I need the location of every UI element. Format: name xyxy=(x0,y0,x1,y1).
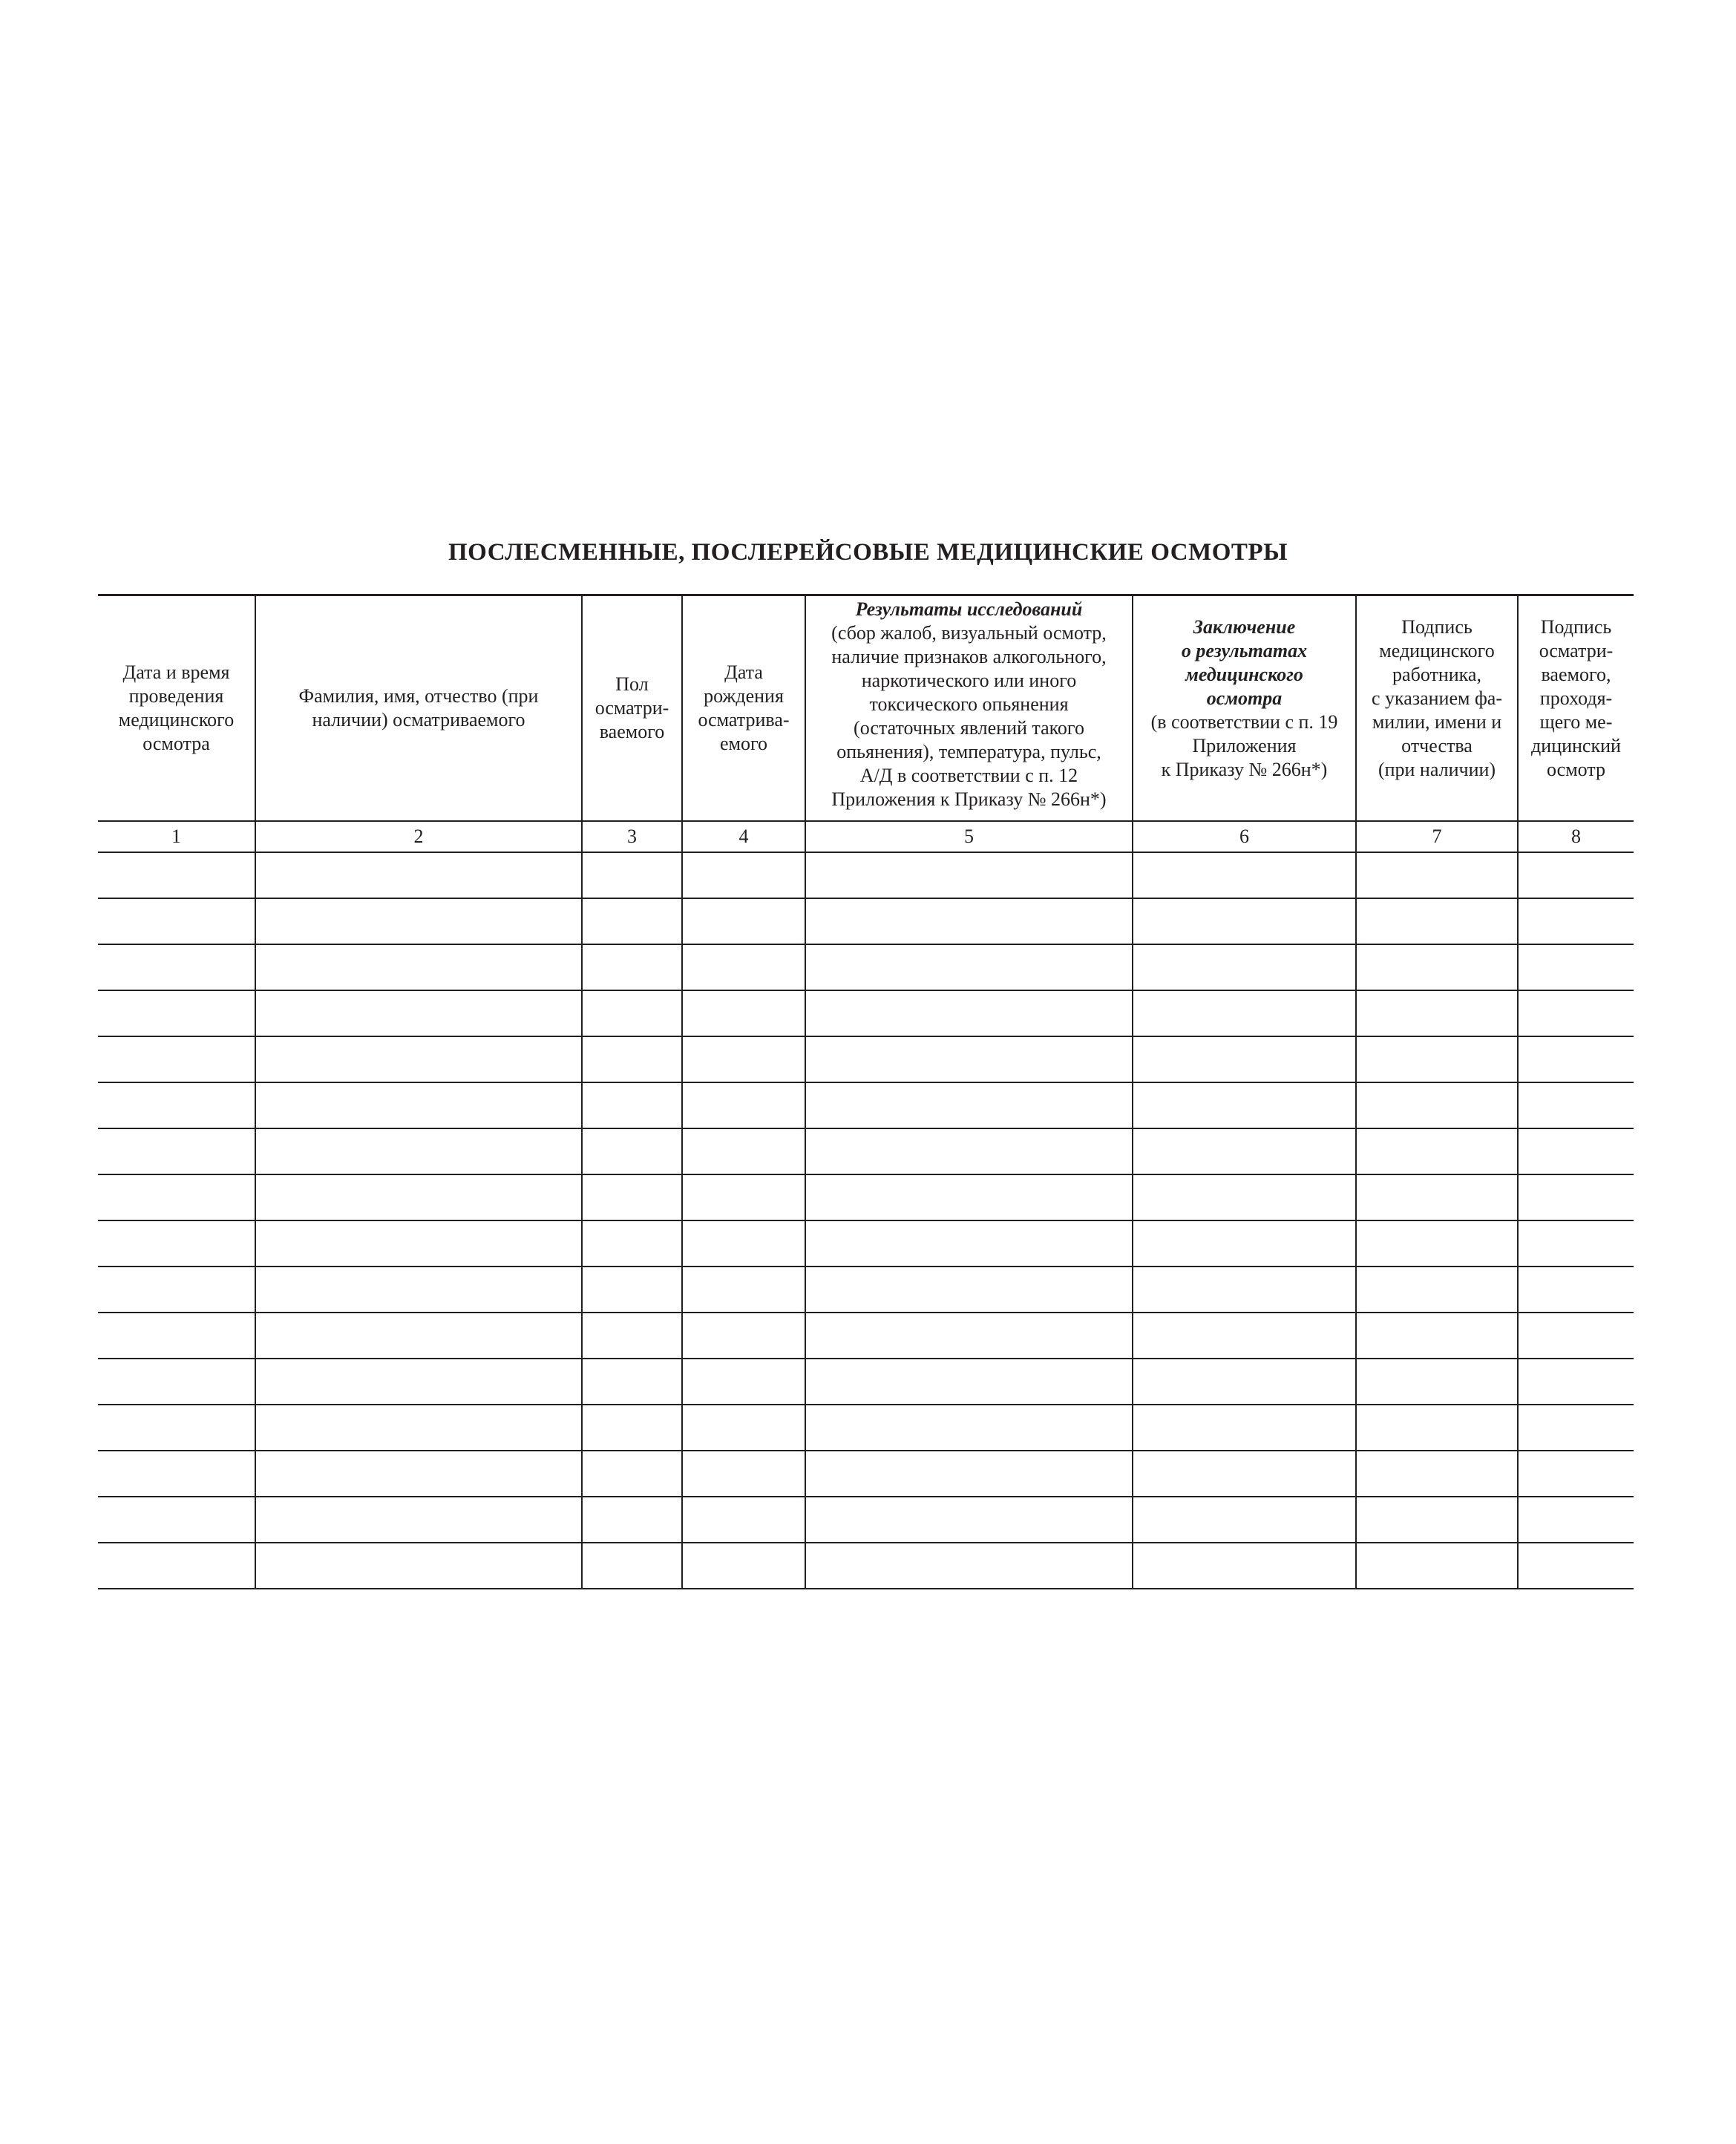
header-line: дицинский xyxy=(1531,735,1621,756)
table-row xyxy=(98,990,1634,1036)
header-line: (при наличии) xyxy=(1378,759,1496,780)
entry-cell[interactable] xyxy=(98,1128,255,1174)
table-row xyxy=(98,1267,1634,1313)
header-line: токсического опьянения xyxy=(869,693,1069,715)
column-number-row xyxy=(98,821,1634,852)
entry-cell[interactable] xyxy=(98,990,255,1036)
col-header-research-results xyxy=(805,595,1133,822)
entry-cell[interactable] xyxy=(98,852,255,898)
entry-cell[interactable] xyxy=(255,1359,582,1405)
column-number: 3 xyxy=(582,821,682,852)
journal-body xyxy=(98,852,1634,1589)
entry-cell[interactable] xyxy=(682,1220,805,1267)
header-line: (в соответствии с п. 19 xyxy=(1150,711,1338,733)
table-row xyxy=(98,1082,1634,1128)
header-bold-line: медицинского xyxy=(1185,664,1303,685)
entry-cell[interactable] xyxy=(582,1174,682,1220)
header-line: (остаточных явлений такого xyxy=(854,717,1084,739)
entry-cell[interactable] xyxy=(255,1220,582,1267)
entry-cell[interactable] xyxy=(582,1313,682,1359)
header-line: ваемого xyxy=(599,721,665,742)
entry-cell[interactable] xyxy=(1356,1313,1518,1359)
header-line: (сбор жалоб, визуальный осмотр, xyxy=(831,622,1107,644)
entry-cell[interactable] xyxy=(98,1497,255,1543)
entry-cell[interactable] xyxy=(1356,1405,1518,1451)
entry-cell[interactable] xyxy=(98,944,255,990)
header-line: осмотра xyxy=(143,733,210,754)
entry-cell[interactable] xyxy=(1518,852,1634,898)
entry-cell[interactable] xyxy=(1356,1128,1518,1174)
entry-cell[interactable] xyxy=(255,1082,582,1128)
entry-cell[interactable] xyxy=(1518,1174,1634,1220)
entry-cell[interactable] xyxy=(682,1267,805,1313)
examination-journal-table xyxy=(98,594,1634,1589)
column-number: 4 xyxy=(682,821,805,852)
entry-cell[interactable] xyxy=(805,1313,1133,1359)
entry-cell[interactable] xyxy=(1133,1359,1356,1405)
entry-cell[interactable] xyxy=(805,1267,1133,1313)
header-bold-line: Заключение xyxy=(1193,616,1296,638)
entry-cell[interactable] xyxy=(255,898,582,944)
entry-cell[interactable] xyxy=(1518,1128,1634,1174)
header-line: Подпись xyxy=(1401,616,1473,638)
entry-cell[interactable] xyxy=(1518,990,1634,1036)
entry-cell[interactable] xyxy=(1133,1451,1356,1497)
entry-cell[interactable] xyxy=(255,1543,582,1589)
entry-cell[interactable] xyxy=(805,1497,1133,1543)
col-header-exam-datetime xyxy=(98,595,255,822)
entry-cell[interactable] xyxy=(682,1313,805,1359)
entry-cell[interactable] xyxy=(1356,1451,1518,1497)
column-number: 7 xyxy=(1356,821,1518,852)
entry-cell[interactable] xyxy=(98,1174,255,1220)
entry-cell[interactable] xyxy=(1356,1359,1518,1405)
header-row xyxy=(98,595,1634,822)
header-line: медицинского xyxy=(1379,640,1495,661)
col-header-examinee-signature xyxy=(1518,595,1634,822)
header-line: рождения xyxy=(704,685,784,707)
entry-cell[interactable] xyxy=(1356,1543,1518,1589)
header-line: наличии) осматриваемого xyxy=(312,709,525,731)
entry-cell[interactable] xyxy=(1518,1313,1634,1359)
header-line: осматри- xyxy=(1539,640,1614,661)
header-line: емого xyxy=(719,733,767,754)
entry-cell[interactable] xyxy=(582,1405,682,1451)
entry-cell[interactable] xyxy=(805,990,1133,1036)
header-line: проходя- xyxy=(1539,687,1613,709)
header-bold-line: Результаты исследований xyxy=(855,598,1083,620)
entry-cell[interactable] xyxy=(98,1405,255,1451)
entry-cell[interactable] xyxy=(805,1220,1133,1267)
entry-cell[interactable] xyxy=(98,898,255,944)
entry-cell[interactable] xyxy=(1133,1405,1356,1451)
entry-cell[interactable] xyxy=(682,1451,805,1497)
table-row xyxy=(98,1543,1634,1589)
entry-cell[interactable] xyxy=(1133,944,1356,990)
entry-cell[interactable] xyxy=(582,1220,682,1267)
entry-cell[interactable] xyxy=(582,1497,682,1543)
header-line: медицинского xyxy=(118,709,235,731)
entry-cell[interactable] xyxy=(255,1497,582,1543)
entry-cell[interactable] xyxy=(255,1267,582,1313)
entry-cell[interactable] xyxy=(1133,1267,1356,1313)
header-line: Подпись xyxy=(1540,616,1612,638)
entry-cell[interactable] xyxy=(582,898,682,944)
entry-cell[interactable] xyxy=(682,1497,805,1543)
entry-cell[interactable] xyxy=(682,1543,805,1589)
column-number: 2 xyxy=(255,821,582,852)
entry-cell[interactable] xyxy=(1133,852,1356,898)
col-header-medic-signature xyxy=(1356,595,1518,822)
col-header-conclusion xyxy=(1133,595,1356,822)
header-bold-line: осмотра xyxy=(1206,687,1283,709)
entry-cell[interactable] xyxy=(582,1036,682,1082)
entry-cell[interactable] xyxy=(1133,898,1356,944)
entry-cell[interactable] xyxy=(1518,1267,1634,1313)
entry-cell[interactable] xyxy=(805,1405,1133,1451)
table-row xyxy=(98,1174,1634,1220)
header-line: работника, xyxy=(1392,664,1481,685)
entry-cell[interactable] xyxy=(1518,1543,1634,1589)
entry-cell[interactable] xyxy=(1356,1220,1518,1267)
header-line: к Приказу № 266н*) xyxy=(1161,759,1328,780)
entry-cell[interactable] xyxy=(255,1174,582,1220)
entry-cell[interactable] xyxy=(98,1267,255,1313)
entry-cell[interactable] xyxy=(1356,944,1518,990)
entry-cell[interactable] xyxy=(1133,1313,1356,1359)
table-row xyxy=(98,1451,1634,1497)
column-number: 1 xyxy=(98,821,255,852)
entry-cell[interactable] xyxy=(1356,1174,1518,1220)
entry-cell[interactable] xyxy=(1133,1128,1356,1174)
column-number: 8 xyxy=(1518,821,1634,852)
column-number: 6 xyxy=(1133,821,1356,852)
entry-cell[interactable] xyxy=(805,1128,1133,1174)
entry-cell[interactable] xyxy=(255,944,582,990)
entry-cell[interactable] xyxy=(98,1451,255,1497)
entry-cell[interactable] xyxy=(1518,1036,1634,1082)
entry-cell[interactable] xyxy=(1356,1082,1518,1128)
entry-cell[interactable] xyxy=(98,1220,255,1267)
header-line: наркотического или иного xyxy=(861,670,1077,691)
entry-cell[interactable] xyxy=(1133,1036,1356,1082)
entry-cell[interactable] xyxy=(1133,990,1356,1036)
entry-cell[interactable] xyxy=(1133,1497,1356,1543)
entry-cell[interactable] xyxy=(582,1451,682,1497)
header-line: осматри- xyxy=(595,697,669,719)
entry-cell[interactable] xyxy=(1518,898,1634,944)
entry-cell[interactable] xyxy=(255,1451,582,1497)
entry-cell[interactable] xyxy=(1133,1174,1356,1220)
entry-cell[interactable] xyxy=(1518,1220,1634,1267)
entry-cell[interactable] xyxy=(98,1313,255,1359)
entry-cell[interactable] xyxy=(1356,1497,1518,1543)
header-line: ваемого, xyxy=(1541,664,1611,685)
entry-cell[interactable] xyxy=(682,990,805,1036)
entry-cell[interactable] xyxy=(682,1082,805,1128)
header-line: опьянения), температура, пульс, xyxy=(836,741,1101,762)
entry-cell[interactable] xyxy=(682,1036,805,1082)
header-line: милии, имени и xyxy=(1372,711,1502,733)
entry-cell[interactable] xyxy=(682,944,805,990)
entry-cell[interactable] xyxy=(1133,1082,1356,1128)
table-row xyxy=(98,852,1634,898)
entry-cell[interactable] xyxy=(255,1128,582,1174)
header-line: осматрива- xyxy=(698,709,790,731)
entry-cell[interactable] xyxy=(805,1359,1133,1405)
entry-cell[interactable] xyxy=(255,852,582,898)
entry-cell[interactable] xyxy=(255,1313,582,1359)
entry-cell[interactable] xyxy=(1518,1405,1634,1451)
header-line: Дата и время xyxy=(122,661,230,683)
entry-cell[interactable] xyxy=(805,898,1133,944)
entry-cell[interactable] xyxy=(1133,1543,1356,1589)
entry-cell[interactable] xyxy=(1356,1267,1518,1313)
entry-cell[interactable] xyxy=(98,1036,255,1082)
header-line: осмотр xyxy=(1547,759,1605,780)
entry-cell[interactable] xyxy=(582,944,682,990)
entry-cell[interactable] xyxy=(1518,944,1634,990)
header-line: проведения xyxy=(128,685,224,707)
table-row xyxy=(98,1036,1634,1082)
table-row xyxy=(98,1405,1634,1451)
entry-cell[interactable] xyxy=(805,852,1133,898)
header-line: щего ме- xyxy=(1539,711,1613,733)
entry-cell[interactable] xyxy=(255,990,582,1036)
entry-cell[interactable] xyxy=(805,1036,1133,1082)
header-line: Пол xyxy=(615,673,649,695)
col-header-full-name xyxy=(255,595,582,822)
entry-cell[interactable] xyxy=(682,852,805,898)
entry-cell[interactable] xyxy=(98,1543,255,1589)
table-row xyxy=(98,1359,1634,1405)
entry-cell[interactable] xyxy=(255,1036,582,1082)
entry-cell[interactable] xyxy=(805,1174,1133,1220)
form-title: ПОСЛЕСМЕННЫЕ, ПОСЛЕРЕЙСОВЫЕ МЕДИЦИНСКИЕ ОСМОТРЫ xyxy=(448,539,1288,566)
entry-cell[interactable] xyxy=(1356,852,1518,898)
column-number: 5 xyxy=(805,821,1133,852)
entry-cell[interactable] xyxy=(582,1082,682,1128)
entry-cell[interactable] xyxy=(1356,990,1518,1036)
table-row xyxy=(98,898,1634,944)
entry-cell[interactable] xyxy=(1518,1359,1634,1405)
table-row xyxy=(98,944,1634,990)
table-row xyxy=(98,1497,1634,1543)
entry-cell[interactable] xyxy=(1356,1036,1518,1082)
entry-cell[interactable] xyxy=(582,990,682,1036)
col-header-sex xyxy=(582,595,682,822)
entry-cell[interactable] xyxy=(805,1543,1133,1589)
entry-cell[interactable] xyxy=(805,944,1133,990)
header-line: Фамилия, имя, отчество (при xyxy=(298,685,539,707)
header-line: Приложения xyxy=(1192,735,1297,756)
header-line: Дата xyxy=(724,661,763,683)
entry-cell[interactable] xyxy=(1518,1082,1634,1128)
header-line: Приложения к Приказу № 266н*) xyxy=(831,788,1107,810)
entry-cell[interactable] xyxy=(1518,1497,1634,1543)
header-line: отчества xyxy=(1401,735,1473,756)
entry-cell[interactable] xyxy=(682,1405,805,1451)
table-row xyxy=(98,1128,1634,1174)
entry-cell[interactable] xyxy=(805,1451,1133,1497)
entry-cell[interactable] xyxy=(582,1267,682,1313)
entry-cell[interactable] xyxy=(582,1543,682,1589)
header-line: с указанием фа- xyxy=(1372,687,1502,709)
entry-cell[interactable] xyxy=(805,1082,1133,1128)
entry-cell[interactable] xyxy=(682,1128,805,1174)
entry-cell[interactable] xyxy=(682,898,805,944)
col-header-birth-date xyxy=(682,595,805,822)
header-line: А/Д в соответствии с п. 12 xyxy=(859,765,1078,786)
entry-cell[interactable] xyxy=(1518,1451,1634,1497)
entry-cell[interactable] xyxy=(1356,898,1518,944)
entry-cell[interactable] xyxy=(98,1359,255,1405)
header-bold-line: о результатах xyxy=(1181,640,1308,661)
table-row xyxy=(98,1313,1634,1359)
entry-cell[interactable] xyxy=(682,1359,805,1405)
entry-cell[interactable] xyxy=(682,1174,805,1220)
entry-cell[interactable] xyxy=(582,1359,682,1405)
table-row xyxy=(98,1220,1634,1267)
entry-cell[interactable] xyxy=(98,1082,255,1128)
entry-cell[interactable] xyxy=(1133,1220,1356,1267)
entry-cell[interactable] xyxy=(582,1128,682,1174)
entry-cell[interactable] xyxy=(255,1405,582,1451)
header-line: наличие признаков алкогольного, xyxy=(831,646,1107,667)
entry-cell[interactable] xyxy=(582,852,682,898)
